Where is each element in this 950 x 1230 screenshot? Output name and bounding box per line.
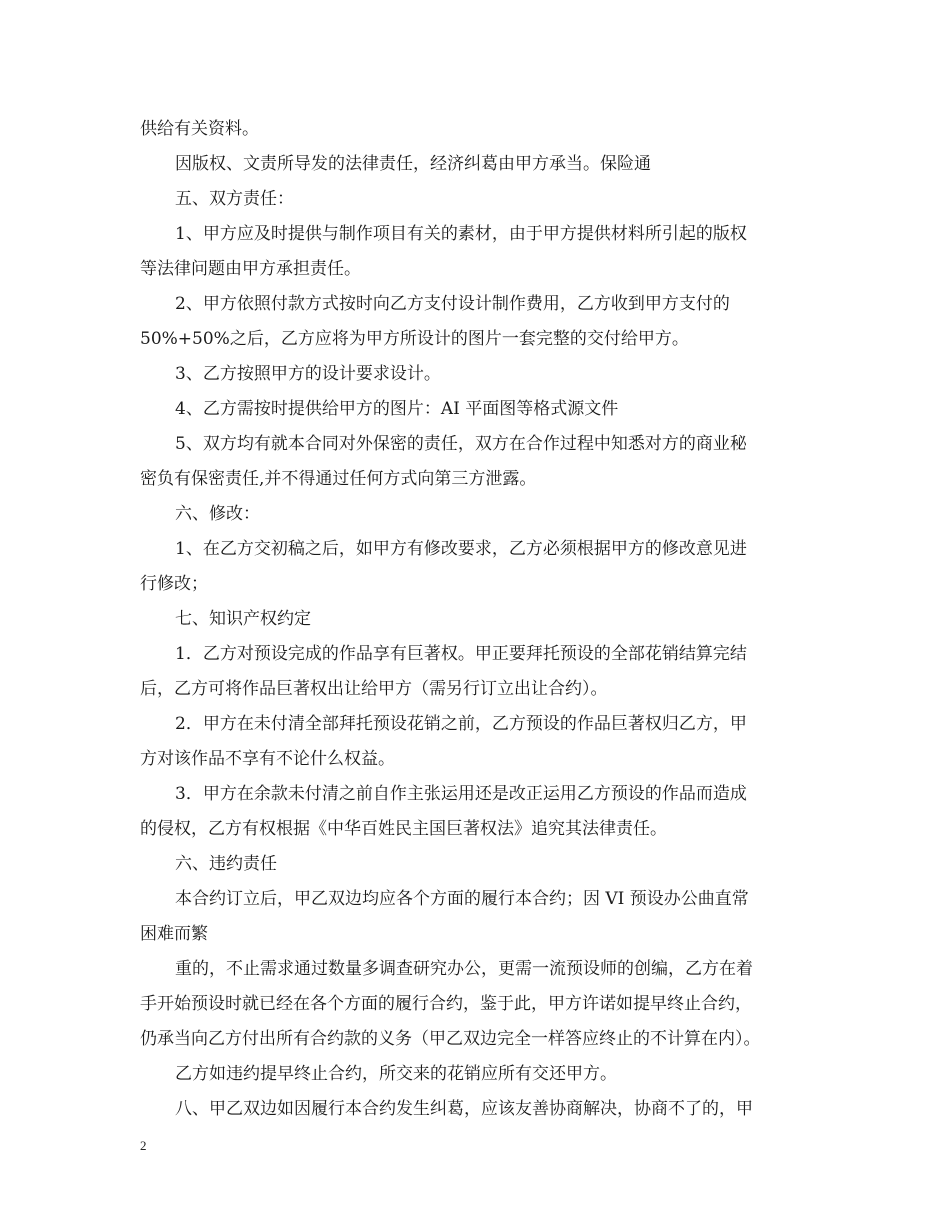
text-line: 1、甲方应及时提供与制作项目有关的素材，由于甲方提供材料所引起的版权 [175, 224, 747, 244]
section-heading: 六、违约责任 [175, 854, 277, 874]
text-line: 手开始预设时就已经在各个方面的履行合约，鉴于此，甲方许诺如提早终止合约， [140, 994, 752, 1014]
text-line: 1、在乙方交初稿之后，如甲方有修改要求，乙方必须根据甲方的修改意见进 [175, 539, 747, 559]
text-line: 困难而繁 [140, 924, 208, 944]
section-heading: 六、修改： [175, 504, 260, 524]
text-line: 4、乙方需按时提供给甲方的图片：AI 平面图等格式源文件 [175, 399, 619, 419]
text-line: 方对该作品不享有不论什么权益。 [140, 749, 395, 769]
text-line: 乙方如违约提早终止合约，所交来的花销应所有交还甲方。 [175, 1064, 617, 1084]
page-number: 2 [140, 1138, 147, 1153]
text-line: 等法律问题由甲方承担责任。 [140, 259, 361, 279]
text-line: 行修改； [140, 574, 208, 594]
text-line: 2．甲方在未付清全部拜托预设花销之前，乙方预设的作品巨著权归乙方，甲 [175, 714, 747, 734]
text-line: 重的，不止需求通过数量多调查研究办公，更需一流预设师的创编，乙方在着 [175, 959, 753, 979]
text-line: 2、甲方依照付款方式按时向乙方支付设计制作费用，乙方收到甲方支付的 [175, 294, 730, 314]
text-line: 因版权、文责所导发的法律责任，经济纠葛由甲方承当。保险通 [175, 154, 651, 174]
text-line: 3．甲方在余款未付清之前自作主张运用还是改正运用乙方预设的作品而造成 [175, 784, 747, 804]
text-line: 八、甲乙双边如因履行本合约发生纠葛，应该友善协商解决，协商不了的，甲 [175, 1099, 753, 1119]
text-line: 仍承当向乙方付出所有合约款的义务（甲乙双边完全一样答应终止的不计算在内）。 [140, 1029, 761, 1049]
text-line: 本合约订立后，甲乙双边均应各个方面的履行本合约；因 VI 预设办公曲直常 [175, 889, 749, 909]
text-line: 供给有关资料。 [140, 119, 259, 139]
text-line: 的侵权，乙方有权根据《中华百姓民主国巨著权法》追究其法律责任。 [140, 819, 667, 839]
text-line: 50%+50%之后，乙方应将为甲方所设计的图片一套完整的交付给甲方。 [140, 329, 689, 349]
text-line: 1．乙方对预设完成的作品享有巨著权。甲正要拜托预设的全部花销结算完结 [175, 644, 747, 664]
text-line: 3、乙方按照甲方的设计要求设计。 [175, 364, 441, 384]
text-line: 密负有保密责任,并不得通过任何方式向第三方泄露。 [140, 469, 537, 489]
text-line: 5、双方均有就本合同对外保密的责任，双方在合作过程中知悉对方的商业秘 [175, 434, 747, 454]
section-heading: 七、知识产权约定 [175, 609, 311, 629]
section-heading: 五、双方责任： [175, 189, 294, 209]
text-line: 后，乙方可将作品巨著权出让给甲方（需另行订立出让合约）。 [140, 679, 608, 699]
